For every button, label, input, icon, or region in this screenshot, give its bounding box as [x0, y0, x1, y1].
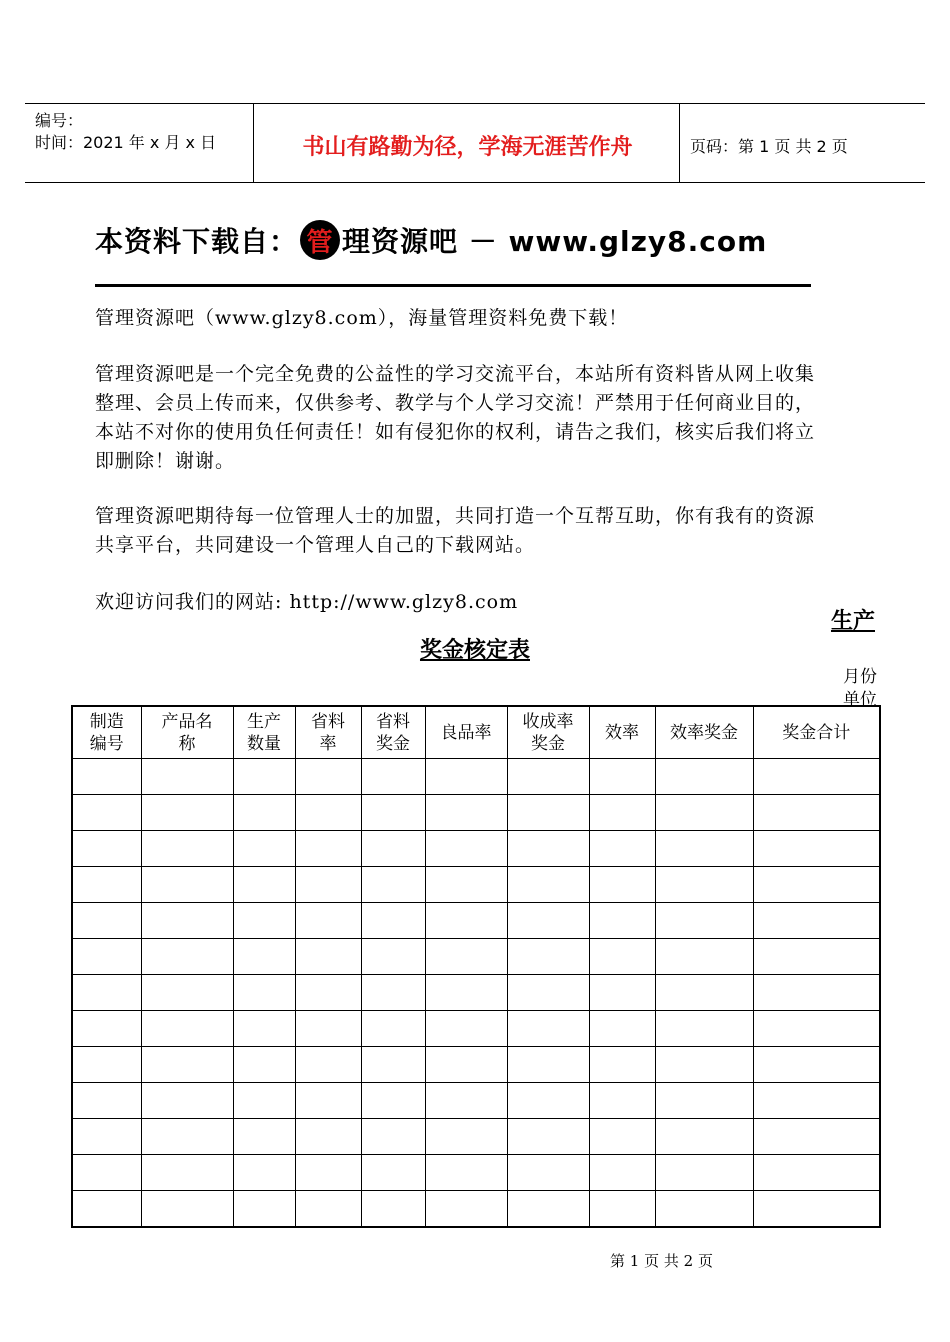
download-banner [95, 220, 767, 260]
table-cell[interactable] [589, 1011, 655, 1047]
table-cell[interactable] [295, 939, 361, 975]
table-cell[interactable] [233, 1083, 295, 1119]
table-body [72, 759, 880, 1228]
column-header-line: 制造 [89, 711, 124, 732]
table-cell[interactable] [295, 759, 361, 795]
intro-paragraph-2: 管理资源吧是一个完全免费的公益性的学习交流平台，本站所有资料皆从网上收集整理、会员上传而来，仅供参考、教学与个人学习交流！严禁用于任何商业目的，本站不对你的使用负任何责任！如有侵犯你的权利，请告之我们，核实后我们将立即删除！谢谢。 [95, 363, 816, 472]
table-cell[interactable] [233, 1119, 295, 1155]
table-cell[interactable] [753, 1083, 880, 1119]
table-cell[interactable] [361, 975, 425, 1011]
table-cell[interactable] [141, 975, 233, 1011]
table-cell[interactable] [361, 795, 425, 831]
table-cell[interactable] [589, 1155, 655, 1191]
table-cell[interactable] [753, 759, 880, 795]
table-cell[interactable] [361, 759, 425, 795]
table-cell[interactable] [655, 939, 753, 975]
table-cell[interactable] [361, 1119, 425, 1155]
table-cell[interactable] [361, 1155, 425, 1191]
table-cell[interactable] [72, 1047, 141, 1083]
table-cell[interactable] [141, 1191, 233, 1228]
table-cell[interactable] [425, 831, 507, 867]
table-cell[interactable] [141, 795, 233, 831]
table-cell[interactable] [507, 903, 589, 939]
table-cell[interactable] [141, 1011, 233, 1047]
table-header-row [72, 706, 880, 759]
table-cell[interactable] [233, 1191, 295, 1228]
table-row [72, 1119, 880, 1155]
table-cell[interactable] [507, 1191, 589, 1228]
column-header-line: 奖金 [531, 733, 565, 754]
table-cell[interactable] [655, 759, 753, 795]
table-cell[interactable] [233, 1047, 295, 1083]
table-cell[interactable] [589, 975, 655, 1011]
table-cell[interactable] [72, 759, 141, 795]
table-cell[interactable] [72, 795, 141, 831]
intro-paragraph-3: 管理资源吧期待每一位管理人士的加盟，共同打造一个互帮互助，你有我有的资源共享平台，共同建设一个管理人自己的下载网站。 [95, 505, 816, 556]
table-cell[interactable] [655, 975, 753, 1011]
intro-paragraph-1: 管理资源吧（www.glzy8.com），海量管理资料免费下载！ [95, 307, 629, 329]
table-cell[interactable] [425, 1155, 507, 1191]
table-cell[interactable] [295, 975, 361, 1011]
serial-label: 编号： [35, 111, 84, 130]
table-cell[interactable] [295, 1119, 361, 1155]
table-cell[interactable] [753, 1155, 880, 1191]
banner-suffix: 理资源吧 － www.glzy8.com [342, 225, 768, 258]
intro-paragraph-4: 欢迎访问我们的网站: http://www.glzy8.com [95, 591, 519, 613]
table-cell[interactable] [655, 1047, 753, 1083]
table-row [72, 1083, 880, 1119]
table-cell[interactable] [425, 903, 507, 939]
page-footer: 第 1 页 共 2 页 [610, 1252, 713, 1270]
table-cell[interactable] [425, 1191, 507, 1228]
table-cell[interactable] [72, 1191, 141, 1228]
logo-char: 管 [306, 227, 334, 258]
table-cell[interactable] [295, 1155, 361, 1191]
table-row [72, 1191, 880, 1228]
table-cell[interactable] [361, 1047, 425, 1083]
table-cell[interactable] [141, 831, 233, 867]
table-cell[interactable] [72, 903, 141, 939]
table-cell[interactable] [361, 867, 425, 903]
table-cell[interactable] [72, 831, 141, 867]
page-header [25, 103, 925, 183]
table-cell[interactable] [589, 1047, 655, 1083]
table-cell[interactable] [753, 795, 880, 831]
table-cell[interactable] [753, 939, 880, 975]
table-cell[interactable] [507, 1083, 589, 1119]
table-cell[interactable] [655, 1083, 753, 1119]
column-header [72, 706, 141, 759]
table-cell[interactable] [361, 831, 425, 867]
table-cell[interactable] [425, 795, 507, 831]
table-cell[interactable] [361, 1011, 425, 1047]
table-cell[interactable] [753, 1119, 880, 1155]
table-row [72, 1047, 880, 1083]
column-header-line: 生产 [247, 711, 281, 732]
table-cell[interactable] [425, 1119, 507, 1155]
column-header [589, 706, 655, 759]
table-cell[interactable] [72, 939, 141, 975]
table-cell[interactable] [589, 1191, 655, 1228]
table-cell[interactable] [72, 867, 141, 903]
table-cell[interactable] [233, 939, 295, 975]
column-header [425, 706, 507, 759]
table-cell[interactable] [507, 1011, 589, 1047]
column-header [361, 706, 425, 759]
table-cell[interactable] [655, 1191, 753, 1228]
column-header-line: 良品率 [440, 722, 492, 743]
table-cell[interactable] [589, 759, 655, 795]
table-cell[interactable] [589, 1083, 655, 1119]
column-header [753, 706, 880, 759]
table-cell[interactable] [655, 795, 753, 831]
table-cell[interactable] [141, 759, 233, 795]
table-cell[interactable] [141, 1083, 233, 1119]
table-row [72, 1155, 880, 1191]
column-header-line: 省料 [311, 711, 345, 732]
column-header-line: 效率奖金 [670, 722, 738, 743]
table-cell[interactable] [655, 1119, 753, 1155]
column-header-line: 数量 [247, 733, 281, 754]
table-cell[interactable] [141, 939, 233, 975]
table-cell[interactable] [361, 1191, 425, 1228]
table-cell[interactable] [507, 975, 589, 1011]
column-header-line: 称 [178, 733, 196, 754]
table-cell[interactable] [507, 759, 589, 795]
table-cell[interactable] [507, 1047, 589, 1083]
table-cell[interactable] [141, 1155, 233, 1191]
table-cell[interactable] [233, 975, 295, 1011]
table-row [72, 795, 880, 831]
month-label: 月份 [843, 667, 877, 687]
table-cell[interactable] [655, 1155, 753, 1191]
table-cell[interactable] [361, 939, 425, 975]
table-cell[interactable] [361, 1083, 425, 1119]
table-cell[interactable] [72, 975, 141, 1011]
table-cell[interactable] [295, 1047, 361, 1083]
table-cell[interactable] [507, 939, 589, 975]
table-cell[interactable] [753, 831, 880, 867]
column-header-line: 奖金合计 [782, 722, 851, 743]
table-cell[interactable] [589, 795, 655, 831]
table-cell[interactable] [507, 1155, 589, 1191]
table-cell[interactable] [233, 1011, 295, 1047]
column-header [655, 706, 753, 759]
table-cell[interactable] [361, 903, 425, 939]
table-cell[interactable] [233, 903, 295, 939]
production-label: 生产 [830, 609, 875, 634]
table-cell[interactable] [72, 1119, 141, 1155]
table-cell[interactable] [233, 1155, 295, 1191]
table-cell[interactable] [753, 975, 880, 1011]
table-cell[interactable] [72, 1155, 141, 1191]
table-cell[interactable] [425, 867, 507, 903]
table-row [72, 903, 880, 939]
table-cell[interactable] [589, 939, 655, 975]
table-cell[interactable] [425, 1083, 507, 1119]
bonus-table [71, 705, 881, 1228]
table-cell[interactable] [295, 867, 361, 903]
unit-label: 单位 [843, 690, 877, 710]
column-header [507, 706, 589, 759]
table-cell[interactable] [425, 1047, 507, 1083]
column-header-line: 奖金 [376, 733, 410, 754]
header-page-info: 页码：第 1 页 共 2 页 [690, 137, 848, 156]
table-cell[interactable] [141, 1119, 233, 1155]
table-cell[interactable] [72, 1083, 141, 1119]
table-cell[interactable] [655, 867, 753, 903]
column-header-line: 效率 [605, 722, 639, 743]
column-header [295, 706, 361, 759]
table-cell[interactable] [655, 1011, 753, 1047]
table-cell[interactable] [425, 975, 507, 1011]
table-cell[interactable] [295, 903, 361, 939]
column-header-line: 收成率 [522, 711, 574, 732]
column-header [141, 706, 233, 759]
table-cell[interactable] [589, 831, 655, 867]
table-row [72, 975, 880, 1011]
table-cell[interactable] [233, 759, 295, 795]
table-cell[interactable] [233, 867, 295, 903]
table-cell[interactable] [233, 831, 295, 867]
table-cell[interactable] [425, 939, 507, 975]
table-cell[interactable] [507, 831, 589, 867]
table-cell[interactable] [233, 795, 295, 831]
header-divider [679, 104, 680, 182]
table-cell[interactable] [507, 1119, 589, 1155]
table-cell[interactable] [753, 1191, 880, 1228]
column-header-line: 率 [319, 733, 337, 754]
table-cell[interactable] [589, 867, 655, 903]
table-cell[interactable] [753, 903, 880, 939]
banner-divider [95, 284, 811, 287]
table-row [72, 831, 880, 867]
column-header-line: 产品名 [161, 711, 213, 732]
table-cell[interactable] [141, 1047, 233, 1083]
banner-prefix: 本资料下载自： [95, 225, 299, 258]
header-divider [253, 104, 254, 182]
column-header-line: 编号 [89, 733, 124, 754]
table-cell[interactable] [295, 1191, 361, 1228]
header-motto: 书山有路勤为径，学海无涯苦作舟 [302, 134, 633, 160]
table-cell[interactable] [655, 903, 753, 939]
table-cell[interactable] [753, 867, 880, 903]
table-row [72, 867, 880, 903]
table-cell[interactable] [72, 1011, 141, 1047]
table-cell[interactable] [141, 867, 233, 903]
table-cell[interactable] [753, 1011, 880, 1047]
table-cell[interactable] [295, 831, 361, 867]
column-header [233, 706, 295, 759]
table-cell[interactable] [507, 867, 589, 903]
header-meta [35, 110, 216, 154]
table-cell[interactable] [295, 795, 361, 831]
table-cell[interactable] [141, 903, 233, 939]
table-cell[interactable] [589, 903, 655, 939]
table-cell[interactable] [655, 831, 753, 867]
form-title: 奖金核定表 [419, 638, 530, 663]
table-cell[interactable] [425, 759, 507, 795]
time-label: 时间：2021 年 x 月 x 日 [35, 133, 217, 152]
table-cell[interactable] [295, 1011, 361, 1047]
table-cell[interactable] [295, 1083, 361, 1119]
table-row [72, 759, 880, 795]
site-logo [300, 220, 340, 260]
table-row [72, 1011, 880, 1047]
table-cell[interactable] [589, 1119, 655, 1155]
table-cell[interactable] [507, 795, 589, 831]
column-header-line: 省料 [376, 711, 410, 732]
table-row [72, 939, 880, 975]
table-cell[interactable] [425, 1011, 507, 1047]
table-cell[interactable] [753, 1047, 880, 1083]
